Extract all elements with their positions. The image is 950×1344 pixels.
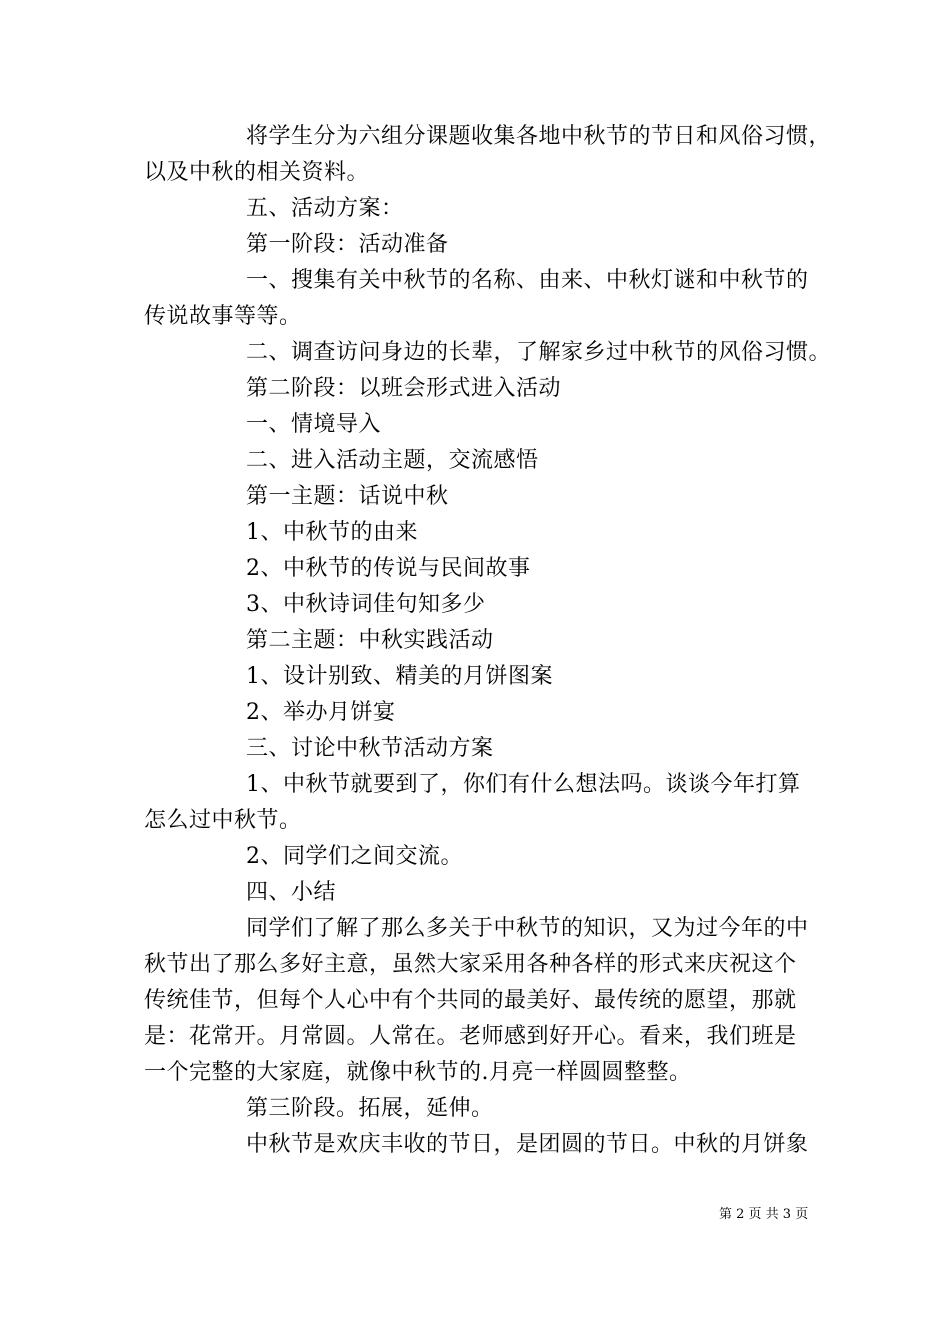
list-item: 1、中秋节的由来 xyxy=(246,520,418,545)
text-line: 怎么过中秋节。 xyxy=(144,808,302,833)
page-number: 第 2 页 共 3 页 xyxy=(719,1207,809,1222)
text-line: 一、情境导入 xyxy=(246,412,382,437)
theme-heading: 第二主题：中秋实践活动 xyxy=(246,628,494,653)
text-line: 传统佳节，但每个人心中有个共同的最美好、最传统的愿望，那就 xyxy=(144,988,797,1013)
theme-heading: 第一主题：话说中秋 xyxy=(246,484,449,509)
stage-heading: 第二阶段：以班会形式进入活动 xyxy=(246,376,562,401)
text-line: 三、讨论中秋节活动方案 xyxy=(246,736,494,761)
stage-heading: 第一阶段：活动准备 xyxy=(246,232,449,257)
text-line: 中秋节是欢庆丰收的节日，是团圆的节日。中秋的月饼象 xyxy=(246,1132,809,1157)
list-item: 1、设计别致、精美的月饼图案 xyxy=(246,664,553,689)
text-line: 一个完整的大家庭，就像中秋节的.月亮一样圆圆整整。 xyxy=(144,1060,692,1085)
text-line: 二、调查访问身边的长辈，了解家乡过中秋节的风俗习惯。 xyxy=(246,340,832,365)
text-line: 一、搜集有关中秋节的名称、由来、中秋灯谜和中秋节的 xyxy=(246,268,809,293)
text-line: 是：花常开。月常圆。人常在。老师感到好开心。看来，我们班是 xyxy=(144,1024,797,1049)
section-heading: 五、活动方案： xyxy=(246,196,404,221)
stage-heading: 第三阶段。拓展，延伸。 xyxy=(246,1096,494,1121)
list-item: 1、中秋节就要到了，你们有什么想法吗。谈谈今年打算 xyxy=(246,772,801,797)
text-line: 二、进入活动主题，交流感悟 xyxy=(246,448,539,473)
text-line: 同学们了解了那么多关于中秋节的知识，又为过今年的中 xyxy=(246,916,809,941)
list-item: 3、中秋诗词佳句知多少 xyxy=(246,592,486,617)
text-line: 四、小结 xyxy=(246,880,337,905)
list-item: 2、中秋节的传说与民间故事 xyxy=(246,556,531,581)
text-line: 以及中秋的相关资料。 xyxy=(144,160,370,185)
list-item: 2、举办月饼宴 xyxy=(246,700,396,725)
text-line: 秋节出了那么多好主意，虽然大家采用各种各样的形式来庆祝这个 xyxy=(144,952,797,977)
text-line: 将学生分为六组分课题收集各地中秋节的节日和风俗习惯， xyxy=(246,124,832,149)
text-line: 传说故事等等。 xyxy=(144,304,302,329)
list-item: 2、同学们之间交流。 xyxy=(246,844,463,869)
